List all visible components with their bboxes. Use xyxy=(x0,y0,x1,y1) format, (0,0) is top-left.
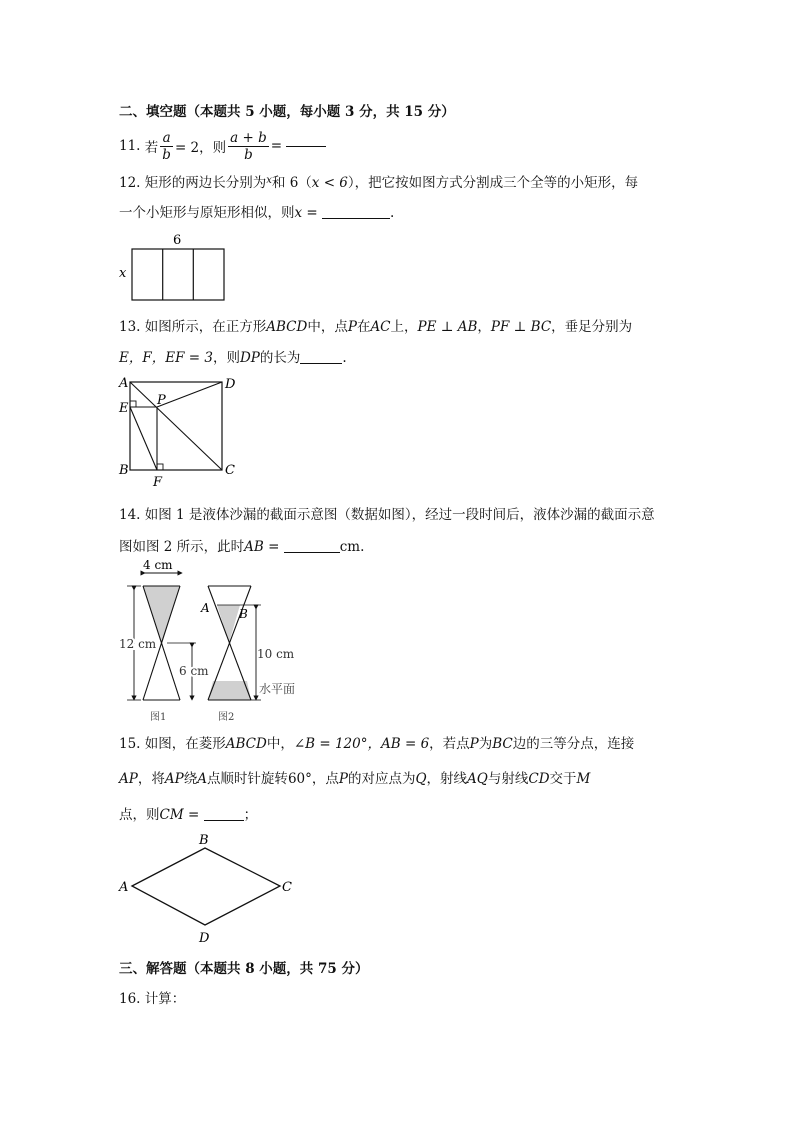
q13-ac: AC xyxy=(370,319,391,335)
q13-label-f: F xyxy=(153,475,163,490)
q13-segment-ef xyxy=(130,407,157,470)
q11-frac1-denominator: b xyxy=(162,146,171,163)
q13-text-a: 13. 如图所示，在正方形 xyxy=(119,319,267,335)
q15-text-j: 的对应点为 xyxy=(347,771,416,787)
q11-frac2-numerator: a + b xyxy=(230,129,267,146)
q15-text-i: ，点 xyxy=(311,771,339,787)
q13-pe-perp-ab: PE ⊥ AB xyxy=(417,319,478,335)
question-13-line-2 xyxy=(119,346,347,366)
q13-text-d: 上， xyxy=(390,319,418,335)
q11-frac1-numerator: a xyxy=(160,130,173,147)
q14-equals: = xyxy=(268,539,280,555)
q14-fig1-height-label: 12 cm xyxy=(119,637,157,651)
q13-e-f: E，F， xyxy=(119,350,166,366)
q13-label-a: A xyxy=(119,376,129,391)
q14-answer-blank[interactable] xyxy=(284,552,340,553)
q14-ab: AB xyxy=(244,539,264,555)
q15-p: P xyxy=(469,736,479,752)
q14-unit: cm. xyxy=(339,539,365,555)
q13-text-c: 在 xyxy=(356,319,371,335)
q11-equals-2: = 2，则 xyxy=(174,140,227,156)
q15-semicolon: ； xyxy=(243,807,258,823)
q15-text-n: 点，则 xyxy=(119,807,160,823)
q13-text-e: ，垂足分别为 xyxy=(551,319,633,335)
q15-aq: AQ xyxy=(467,771,488,787)
q13-answer-blank[interactable] xyxy=(300,363,342,364)
question-12-line-2 xyxy=(119,201,394,221)
q13-comma: ， xyxy=(477,319,491,335)
q12-fig-label-x: x xyxy=(119,266,127,281)
q13-diagonal-ac xyxy=(130,382,222,470)
q15-equals: = xyxy=(187,807,200,823)
q13-label-e: E xyxy=(119,401,129,416)
section-2-title: 二、填空题（本题共 5 小题，每小题 3 分，共 15 分） xyxy=(119,104,455,120)
q11-frac2-denominator: b xyxy=(244,146,253,163)
q15-text-c: ，若点 xyxy=(429,736,470,752)
q12-text-b: 和 6（ xyxy=(271,175,312,191)
q15-abcd: ABCD xyxy=(225,736,267,752)
q15-label-c: C xyxy=(282,880,292,895)
q15-bc: BC xyxy=(492,736,513,752)
q13-right-angle-f xyxy=(157,464,163,470)
q12-x: x xyxy=(294,205,303,221)
q15-cd: CD xyxy=(528,771,550,787)
q15-text-f: ，将 xyxy=(137,771,165,787)
q12-var-x: x xyxy=(266,175,272,186)
q12-fig-label-6: 6 xyxy=(173,233,182,248)
q15-text-a: 15. 如图，在菱形 xyxy=(119,736,226,752)
question-15-line-2 xyxy=(119,767,590,787)
q13-label-p: P xyxy=(157,393,166,408)
q14-fig2-label-b: B xyxy=(239,607,248,621)
q13-text-b: 中，点 xyxy=(307,319,348,335)
q15-text-k: ，射线 xyxy=(426,771,468,787)
q14-fig1-width-label: 4 cm xyxy=(143,558,173,572)
q14-fig2-label-a: A xyxy=(201,601,210,615)
q13-text-f: ，则 xyxy=(212,350,240,366)
q13-label-c: C xyxy=(225,463,235,478)
q15-text-d: 为 xyxy=(478,736,493,752)
q15-p-2: P xyxy=(338,771,348,787)
q14-fig1-caption: 图1 xyxy=(150,712,167,723)
q11-equals: = xyxy=(270,138,283,154)
q15-point-a: A xyxy=(197,771,207,787)
q13-label-b: B xyxy=(119,463,129,478)
q14-text-a: 图如图 2 所示，此时 xyxy=(119,539,245,555)
question-15-line-3 xyxy=(119,803,257,823)
q15-angle-b: ∠B = 120°， xyxy=(293,736,381,752)
q13-pf-perp-bc: PF ⊥ BC xyxy=(490,319,552,335)
section-3-title: 三、解答题（本题共 8 小题，共 75 分） xyxy=(119,961,369,977)
q15-60-degrees: 60° xyxy=(287,771,312,787)
q15-ab-6: AB = 6 xyxy=(381,736,430,752)
q11-fraction-apb-b xyxy=(228,130,269,163)
q13-ef-3: EF = 3 xyxy=(165,350,213,366)
q14-fig1-half-label: 6 cm xyxy=(179,664,209,678)
q12-text-d: 一个小矩形与原矩形相似，则 xyxy=(119,205,295,221)
q13-abcd: ABCD xyxy=(266,319,308,335)
q14-fig1-liquid xyxy=(143,586,180,644)
q13-label-d: D xyxy=(225,377,236,392)
q11-ruo: 若 xyxy=(144,140,159,156)
q15-label-a: A xyxy=(119,880,129,895)
q14-fig2-caption: 图2 xyxy=(218,712,235,723)
q15-text-g: 绕 xyxy=(183,771,198,787)
q13-square-figure xyxy=(115,372,245,490)
question-13-line-1 xyxy=(119,315,632,335)
q15-text-l: 与射线 xyxy=(487,771,529,787)
q15-rhombus-abcd xyxy=(132,848,280,925)
q12-period: . xyxy=(390,205,395,221)
q12-condition: x < 6 xyxy=(311,175,348,191)
q15-rhombus-figure xyxy=(112,828,302,950)
question-16: 16. 计算： xyxy=(119,991,186,1007)
q14-fig2-height-label: 10 cm xyxy=(257,647,295,661)
q14-fig2-level-label: 水平面 xyxy=(259,682,296,696)
q13-text-g: 的长为 xyxy=(259,350,301,366)
q15-text-b: 中， xyxy=(266,736,294,752)
question-11 xyxy=(119,128,326,164)
q11-number: 11. xyxy=(119,138,141,154)
q12-text-a: 12. 矩形的两边长分别为 xyxy=(119,175,267,191)
q13-dp: DP xyxy=(239,350,260,366)
q15-ap: AP xyxy=(119,771,138,787)
question-14-line-1: 14. 如图 1 是液体沙漏的截面示意图（数据如图），经过一段时间后，液体沙漏的截面示意 xyxy=(119,507,655,523)
q15-q: Q xyxy=(415,771,427,787)
q15-m: M xyxy=(576,771,591,787)
q15-text-e: 边的三等分点，连接 xyxy=(512,736,635,752)
q12-text-c: ），把它按如图方式分割成三个全等的小矩形，每 xyxy=(347,175,639,191)
q12-outer-rectangle xyxy=(132,249,224,300)
q11-answer-blank[interactable] xyxy=(286,146,326,147)
q15-answer-blank[interactable] xyxy=(204,820,244,821)
q11-fraction-a-b xyxy=(160,130,173,163)
q15-ap-2: AP xyxy=(164,771,184,787)
q15-text-m: 交于 xyxy=(549,771,577,787)
question-15-line-1 xyxy=(119,732,634,752)
q15-label-b: B xyxy=(199,833,209,848)
q15-cm: CM xyxy=(159,807,184,823)
question-12-line-1 xyxy=(119,171,638,191)
q13-segment-dp xyxy=(157,382,222,407)
q12-equals: = xyxy=(306,205,318,221)
q13-period: . xyxy=(342,350,347,366)
q13-p: P xyxy=(347,319,357,335)
q13-right-angle-e xyxy=(130,401,136,407)
q14-hourglass-figure xyxy=(112,556,312,726)
question-14-line-2 xyxy=(119,535,364,555)
q12-answer-blank[interactable] xyxy=(322,218,390,219)
q15-text-h: 点顺时针旋转 xyxy=(206,771,288,787)
q15-label-d: D xyxy=(199,931,210,946)
q12-rectangle-figure xyxy=(115,230,235,304)
